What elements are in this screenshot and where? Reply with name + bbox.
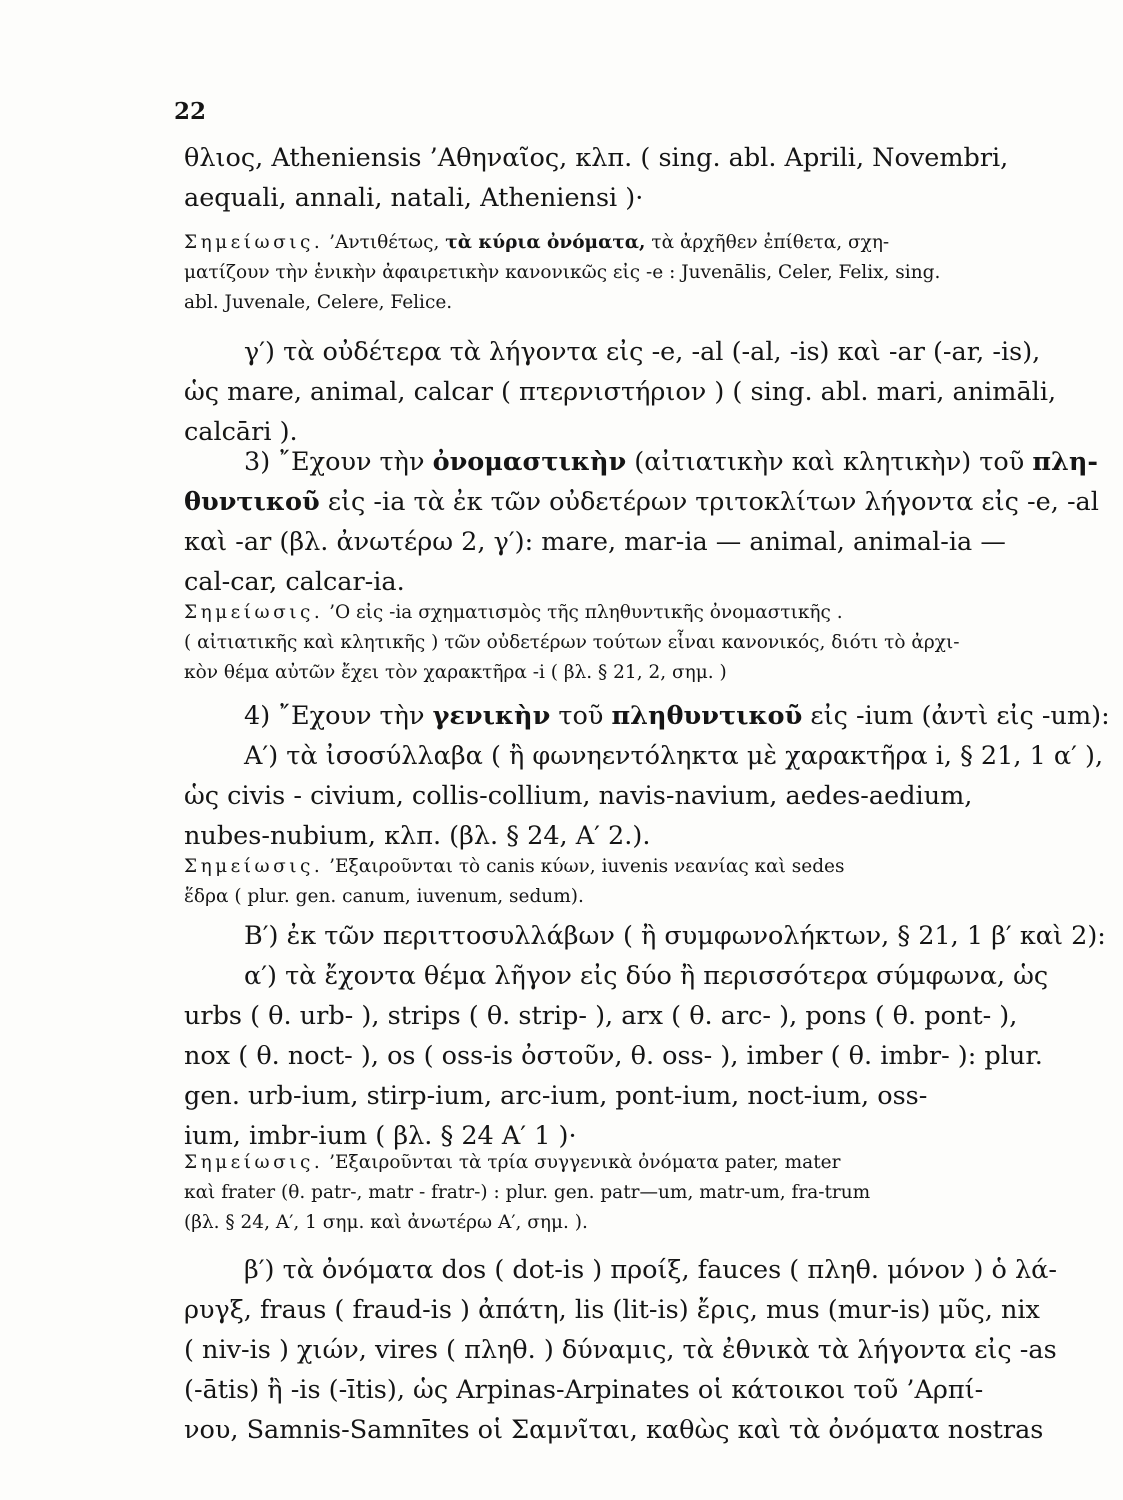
note-label: Σημείωσις. xyxy=(184,232,324,253)
text-line: νου, Samnis-Samnītes οἱ Σαμνῖται, καθὼς καὶ τὰ ὀνόματα nostras xyxy=(184,1415,1044,1445)
note-text: ’Εξαιροῦνται τὸ canis κύων, iuvenis νεανίας καὶ sedes xyxy=(329,856,845,877)
text-line xyxy=(184,482,1099,522)
note-label: Σημείωσις. xyxy=(184,856,324,877)
text-line: καὶ -ar (βλ. ἀνωτέρω 2, γ′): mare, mar-ia — animal, animal-ia — xyxy=(184,527,1006,557)
paragraph-6 xyxy=(184,1250,1074,1450)
paragraph-1 xyxy=(184,138,1074,218)
note-line: κὸν θέμα αὐτῶν ἔχει τὸν χαρακτῆρα -i ( βλ. § 21, 2, σημ. ) xyxy=(184,662,727,683)
paragraph-2 xyxy=(184,332,1074,452)
note-3 xyxy=(184,852,1074,912)
bold-term: πλη- xyxy=(1032,447,1098,477)
note-line: ( αἰτιατικῆς καὶ κλητικῆς ) τῶν οὐδετέρων τούτων εἶναι κανονικός, διότι τὸ ἀρχι- xyxy=(184,632,960,653)
note-line xyxy=(184,1148,1074,1178)
text: εἰς -ia τὰ ἐκ τῶν οὐδετέρων τριτοκλίτων λήγοντα εἰς -e, -al xyxy=(319,487,1099,517)
note-line: abl. Juvenale, Celere, Felice. xyxy=(184,292,453,313)
text-line: nubes-nubium, κλπ. (βλ. § 24, Α′ 2.). xyxy=(184,821,651,851)
paragraph-5 xyxy=(184,916,1106,1156)
text-line xyxy=(184,442,1098,482)
text-line: γ′) τὰ οὐδέτερα τὰ λήγοντα εἰς -e, -al (-al, -is) καὶ -ar (-ar, -is), xyxy=(244,337,1041,367)
text: (αἰτιατικὴν καὶ κλητικὴν) τοῦ xyxy=(626,447,1033,477)
text-line: Α′) τὰ ἰσοσύλλαβα ( ἢ φωνηεντόληκτα μὲ χαρακτῆρα i, § 21, 1 α′ ), xyxy=(244,741,1104,771)
note-line: καὶ frater (θ. patr-, matr - fratr-) : plur. gen. patr—um, matr-um, fra-trum xyxy=(184,1182,871,1203)
text-line: ium, imbr-ium ( βλ. § 24 Α′ 1 )· xyxy=(184,1121,577,1151)
text-line: nox ( θ. noct- ), os ( oss-is ὀστοῦν, θ. oss- ), imber ( θ. imbr- ): plur. xyxy=(184,1041,1043,1071)
note-2 xyxy=(184,598,1074,688)
text-line: ὡς civis - civium, collis-collium, navis-navium, aedes-aedium, xyxy=(184,781,973,811)
text-line: α′) τὰ ἔχοντα θέμα λῆγον εἰς δύο ἢ περισσότερα σύμφωνα, ὡς xyxy=(244,961,1049,991)
text: εἰς -ium (ἀντὶ εἰς -um): xyxy=(802,701,1110,731)
text-line: ὡς mare, animal, calcar ( πτερνιστήριον ) ( sing. abl. mari, animāli, xyxy=(184,377,1057,407)
note-4 xyxy=(184,1148,1074,1238)
text-line xyxy=(184,696,1110,736)
page-number: 22 xyxy=(174,98,207,125)
bold-term: ὀνομαστικὴν xyxy=(432,447,627,477)
note-line: ματίζουν τὴν ἑνικὴν ἀφαιρετικὴν κανονικῶς εἰς -e : Juvenālis, Celer, Felix, sing. xyxy=(184,262,941,283)
note-text: τὰ ἀρχῆθεν ἐπίθετα, σχη- xyxy=(645,232,890,253)
text-line: θλιος, Atheniensis ’Αθηναῖος, κλπ. ( sing. abl. Aprili, Novembri, xyxy=(184,143,1009,173)
note-line xyxy=(184,852,1074,882)
note-label: Σημείωσις. xyxy=(184,1152,324,1173)
text-line: (-ātis) ἢ -is (-ītis), ὡς Arpinas-Arpinates οἱ κάτοικοι τοῦ ’Αρπί- xyxy=(184,1375,984,1405)
note-line xyxy=(184,598,1074,628)
text-line: Β′) ἐκ τῶν περιττοσυλλάβων ( ἢ συμφωνολήκτων, § 21, 1 β′ καὶ 2): xyxy=(244,921,1106,951)
paragraph-3 xyxy=(184,442,1099,602)
note-label: Σημείωσις. xyxy=(184,602,324,623)
bold-term: τὰ κύρια ὀνόματα, xyxy=(445,232,646,253)
note-text: ’Αντιθέτως, xyxy=(329,232,446,253)
bold-term: θυντικοῦ xyxy=(184,487,320,517)
note-text: ’Εξαιροῦνται τὰ τρία συγγενικὰ ὀνόματα pater, mater xyxy=(329,1152,841,1173)
text: τοῦ xyxy=(550,701,612,731)
text: 4) ῎Εχουν τὴν xyxy=(244,701,433,731)
paragraph-4 xyxy=(184,696,1110,856)
text-line: aequali, annali, natali, Atheniensi )· xyxy=(184,183,644,213)
note-1 xyxy=(184,228,1074,318)
note-line: (βλ. § 24, Α′, 1 σημ. καὶ ἀνωτέρω Α′, σημ. ). xyxy=(184,1212,588,1233)
text-line: cal-car, calcar-ia. xyxy=(184,567,405,597)
text-line: ( niv-is ) χιών, vires ( πληθ. ) δύναμις, τὰ ἐθνικὰ τὰ λήγοντα εἰς -as xyxy=(184,1335,1057,1365)
text: 3) ῎Εχουν τὴν xyxy=(244,447,433,477)
bold-term: πληθυντικοῦ xyxy=(611,701,803,731)
note-line xyxy=(184,228,1074,258)
text-line: calcāri ). xyxy=(184,417,298,447)
text-line: ρυγξ, fraus ( fraud-is ) ἀπάτη, lis (lit-is) ἔρις, mus (mur-is) μῦς, nix xyxy=(184,1295,1040,1325)
text-line: β′) τὰ ὀνόματα dos ( dot-is ) προίξ, fauces ( πληθ. μόνον ) ὁ λά- xyxy=(244,1255,1058,1285)
note-text: ’Ο εἰς -ia σχηματισμὸς τῆς πληθυντικῆς ὀνομαστικῆς . xyxy=(329,602,843,623)
text-line: urbs ( θ. urb- ), strips ( θ. strip- ), arx ( θ. arc- ), pons ( θ. pont- ), xyxy=(184,1001,1018,1031)
text-line: gen. urb-ium, stirp-ium, arc-ium, pont-ium, noct-ium, oss- xyxy=(184,1081,928,1111)
note-line: ἕδρα ( plur. gen. canum, iuvenum, sedum). xyxy=(184,886,584,907)
bold-term: γενικὴν xyxy=(432,701,551,731)
